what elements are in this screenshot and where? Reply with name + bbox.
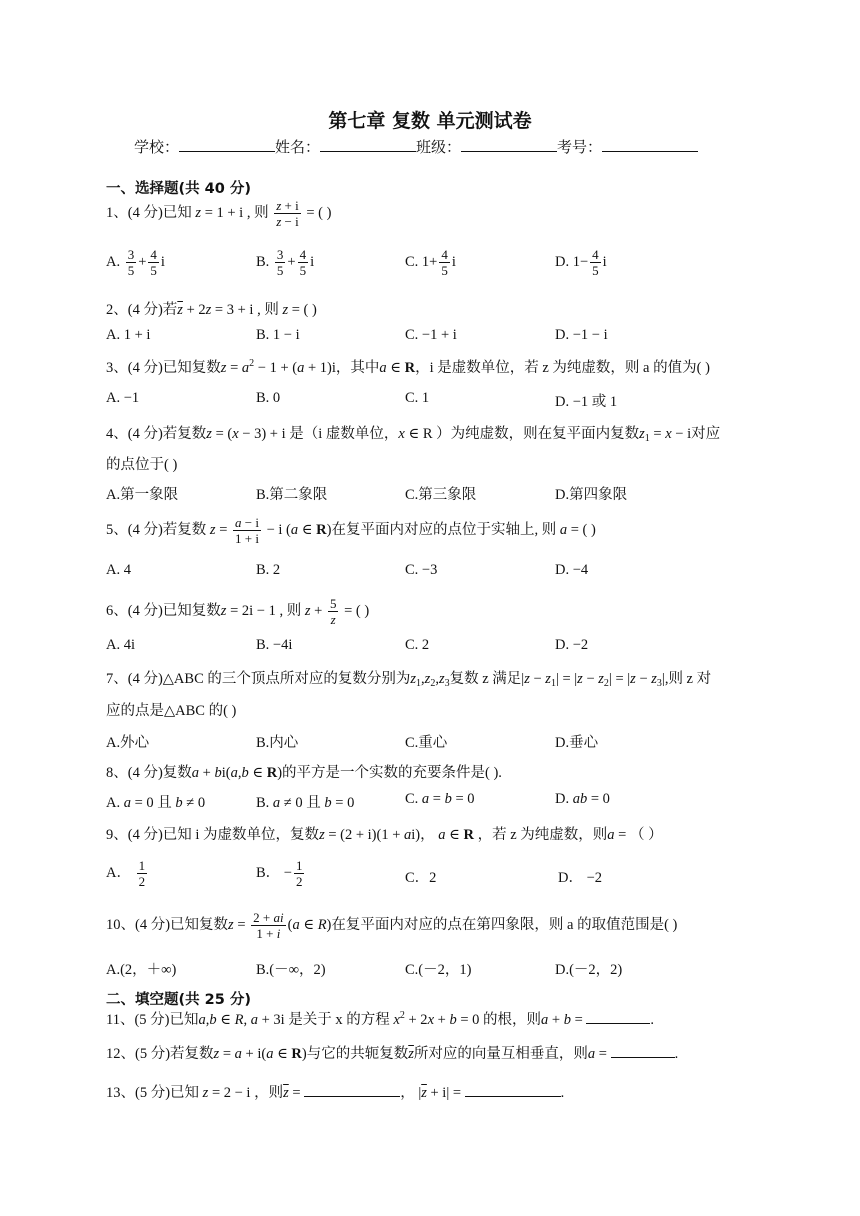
q9-option-d[interactable]: D． −2 [558, 870, 603, 886]
q10-option-a[interactable]: A.(2，＋∞) [106, 962, 177, 978]
q3-option-c[interactable]: C. 1 [405, 390, 430, 406]
question-9: 9、(4 分)已知 i 为虚数单位，复数z = (2 + i)(1 + ai)， a ∈ R ，若 z 为纯虚数，则a = （ ） [106, 827, 663, 843]
q11-answer-blank[interactable] [586, 1009, 650, 1024]
question-13: 13、(5 分)已知 z = 2 − i ，则$\overline{z}$ = ， $|\overline{z} + i|$ = . [106, 1081, 564, 1102]
q6-option-a[interactable]: A. 4i [106, 637, 135, 653]
q2-option-b[interactable]: B. 1 − i [256, 327, 300, 343]
school-label: 学校： [134, 138, 180, 156]
q8-option-b[interactable]: B. a ≠ 0 且 b = 0 [256, 795, 355, 811]
question-10: 10、(4 分)已知复数z = $\frac{2 + ai}{1 + i}$ (a ∈ R)在复平面内对应的点在第四象限，则 a 的取值范围是( ) [106, 910, 678, 941]
name-label: 姓名： [275, 138, 321, 156]
q8-option-d[interactable]: D. ab = 0 [555, 791, 610, 807]
q1-option-d[interactable]: D. 1− $\frac{4}{5}$ i [555, 247, 607, 278]
section-fill-heading: 二、填空题(共 25 分) [106, 992, 252, 1008]
q7-option-a[interactable]: A.外心 [106, 735, 150, 751]
q6-option-c[interactable]: C. 2 [405, 637, 430, 653]
q13-answer-blank-1[interactable] [304, 1082, 400, 1097]
q12-answer-blank[interactable] [611, 1043, 675, 1058]
q9-option-b[interactable]: B． − $\frac{1}{2}$ [256, 858, 303, 889]
section-choice-heading: 一、选择题(共 40 分) [106, 181, 252, 197]
exam-no-label: 考号： [557, 138, 603, 156]
q9-option-c[interactable]: C．2 [405, 870, 437, 886]
q4-option-d[interactable]: D.第四象限 [555, 487, 628, 503]
q5-option-c[interactable]: C. −3 [405, 562, 438, 578]
q8-option-a[interactable]: A. a = 0 且 b ≠ 0 [106, 795, 206, 811]
q3-option-b[interactable]: B. 0 [256, 390, 281, 406]
name-blank[interactable] [320, 137, 416, 152]
class-label: 班级： [416, 138, 462, 156]
q10-option-d[interactable]: D.(－2，2) [555, 962, 623, 978]
q7-option-b[interactable]: B.内心 [256, 735, 299, 751]
q4-option-a[interactable]: A.第一象限 [106, 487, 179, 503]
q2-option-c[interactable]: C. −1 + i [405, 327, 457, 343]
q7-option-d[interactable]: D.垂心 [555, 735, 599, 751]
page-title: 第七章 复数 单元测试卷 [328, 110, 532, 132]
q1-option-b[interactable]: B. $\frac{3}{5}$ + $\frac{4}{5}$ i [256, 247, 315, 278]
q9-option-a[interactable]: A． $\frac{1}{2}$ [106, 858, 146, 889]
q7-option-c[interactable]: C.重心 [405, 735, 448, 751]
question-3: 3、(4 分)已知复数$z = a^2 - 1 + (a + 1)i$，其中a ∈ R，i 是虚数单位，若 z 为纯虚数，则 a 的值为( ) [106, 358, 710, 376]
q10-option-b[interactable]: B.(－∞，2) [256, 962, 326, 978]
question-4-line2: 的点位于( ) [106, 457, 178, 473]
student-info-row [134, 136, 698, 157]
q2-option-d[interactable]: D. −1 − i [555, 327, 608, 343]
q1-option-a[interactable]: A. $\frac{3}{5}$ + $\frac{4}{5}$ i [106, 247, 165, 278]
q6-option-d[interactable]: D. −2 [555, 637, 589, 653]
question-4: 4、(4 分)若复数z = (x − 3) + i 是（i 虚数单位，x ∈ R ）为纯虚数，则在复平面内复数$z_1 = x - i$对应 [106, 426, 721, 444]
class-blank[interactable] [461, 137, 557, 152]
question-6: 6、(4 分)已知复数z = 2i − 1 , 则 z + $\frac{5}{z}$ = ( ) [106, 596, 370, 627]
question-7: 7、(4 分)△ABC 的三个顶点所对应的复数分别为$z_1,z_2,z_3$复数 z 满足$|z - z_1| = |z - z_2| = |z - z_3|$,则 z 对 [106, 671, 712, 689]
q3-option-a[interactable]: A. −1 [106, 390, 140, 406]
q1-option-c[interactable]: C. 1+ $\frac{4}{5}$ i [405, 247, 456, 278]
q4-option-b[interactable]: B.第二象限 [256, 487, 328, 503]
q5-option-b[interactable]: B. 2 [256, 562, 281, 578]
q13-answer-blank-2[interactable] [465, 1082, 561, 1097]
exam-no-blank[interactable] [602, 137, 698, 152]
q2-option-a[interactable]: A. 1 + i [106, 327, 151, 343]
school-blank[interactable] [179, 137, 275, 152]
q3-option-d[interactable]: D. −1 或 1 [555, 394, 618, 410]
question-8: 8、(4 分)复数a + bi(a,b ∈ R)的平方是一个实数的充要条件是( ). [106, 765, 502, 781]
q5-option-d[interactable]: D. −4 [555, 562, 589, 578]
q6-option-b[interactable]: B. −4i [256, 637, 293, 653]
question-12: 12、(5 分)若复数z = a + i(a ∈ R)与它的共轭复数$\overline{z}$所对应的向量互相垂直，则a = . [106, 1042, 678, 1063]
question-2: 2、(4 分)若$\overline{z} + 2z = 3 + i$ , 则 z = ( ) [106, 302, 317, 318]
q8-option-c[interactable]: C. a = b = 0 [405, 791, 475, 807]
question-5: 5、(4 分)若复数 z = $\frac{a - i}{1 + i}$ − i (a ∈ R)在复平面内对应的点位于实轴上, 则 a = ( ) [106, 515, 596, 546]
question-1: 1、(4 分)已知 z = 1 + i , 则 $\frac{z + i}{z - i}$ = ( ) [106, 198, 332, 229]
question-7-line2: 应的点是△ABC 的( ) [106, 703, 237, 719]
q5-option-a[interactable]: A. 4 [106, 562, 131, 578]
q10-option-c[interactable]: C.(－2，1) [405, 962, 472, 978]
question-11: 11、(5 分)已知a,b ∈ R, a + 3i 是关于 x 的方程 $x^2 + 2x + b = 0$ 的根，则a + b = . [106, 1010, 654, 1028]
q4-option-c[interactable]: C.第三象限 [405, 487, 477, 503]
